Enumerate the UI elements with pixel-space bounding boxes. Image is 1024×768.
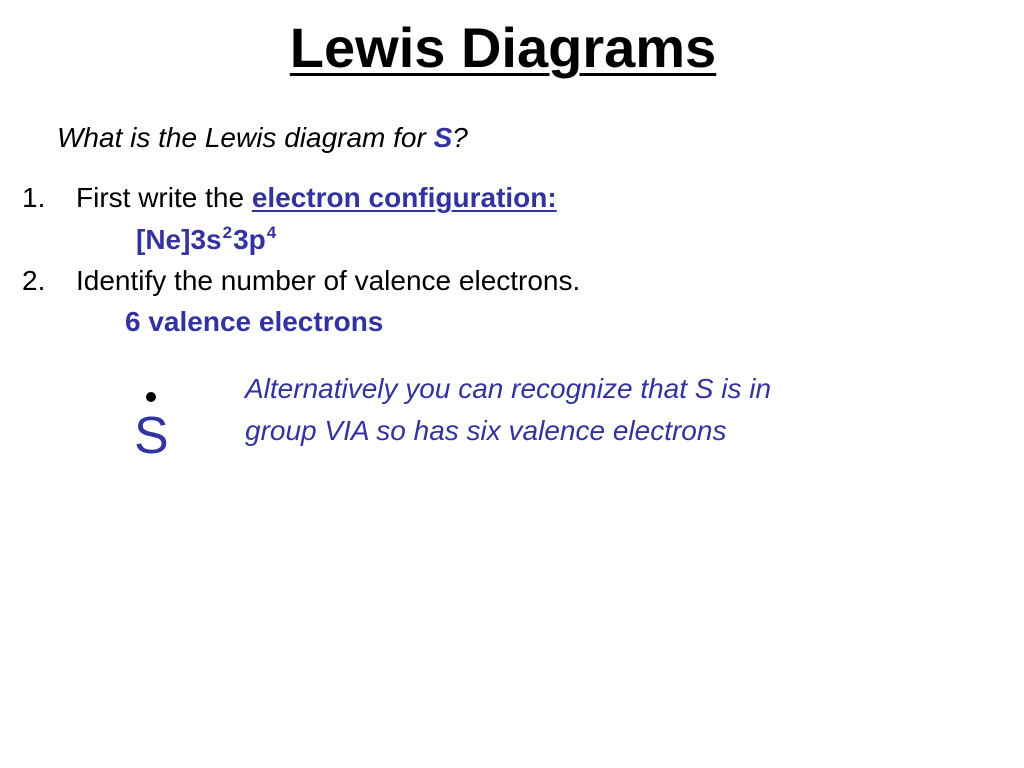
- electron-configuration-answer: [136, 220, 277, 264]
- config-base: [Ne]3s: [136, 224, 222, 255]
- question-suffix: ?: [452, 122, 468, 153]
- note-line-1: Alternatively you can recognize that S is in: [245, 373, 772, 404]
- lewis-diagram: [128, 378, 184, 474]
- valence-electron-dot: [146, 392, 156, 402]
- question-element: S: [433, 122, 453, 153]
- electron-configuration-keyword: electron configuration:: [251, 182, 557, 213]
- question-text: [57, 118, 468, 158]
- step-1-instruction: First write the: [76, 182, 252, 213]
- valence-electrons-answer: 6 valence electrons: [125, 306, 384, 337]
- note-line-2: group VIA so has six valence electrons: [245, 415, 727, 446]
- config-superscript-s: 2: [222, 223, 233, 242]
- step-1-text: [76, 178, 557, 218]
- config-superscript-p: 4: [266, 223, 277, 242]
- alternative-note: [245, 368, 945, 452]
- slide-title: Lewis Diagrams: [289, 16, 717, 79]
- lewis-element-symbol: S: [134, 407, 169, 465]
- step-2-number: 2.: [22, 265, 46, 296]
- config-middle: 3p: [233, 224, 266, 255]
- step-1-number: 1.: [22, 182, 46, 213]
- step-2-text: Identify the number of valence electrons.: [76, 265, 581, 296]
- question-prefix: What is the Lewis diagram for: [57, 122, 434, 153]
